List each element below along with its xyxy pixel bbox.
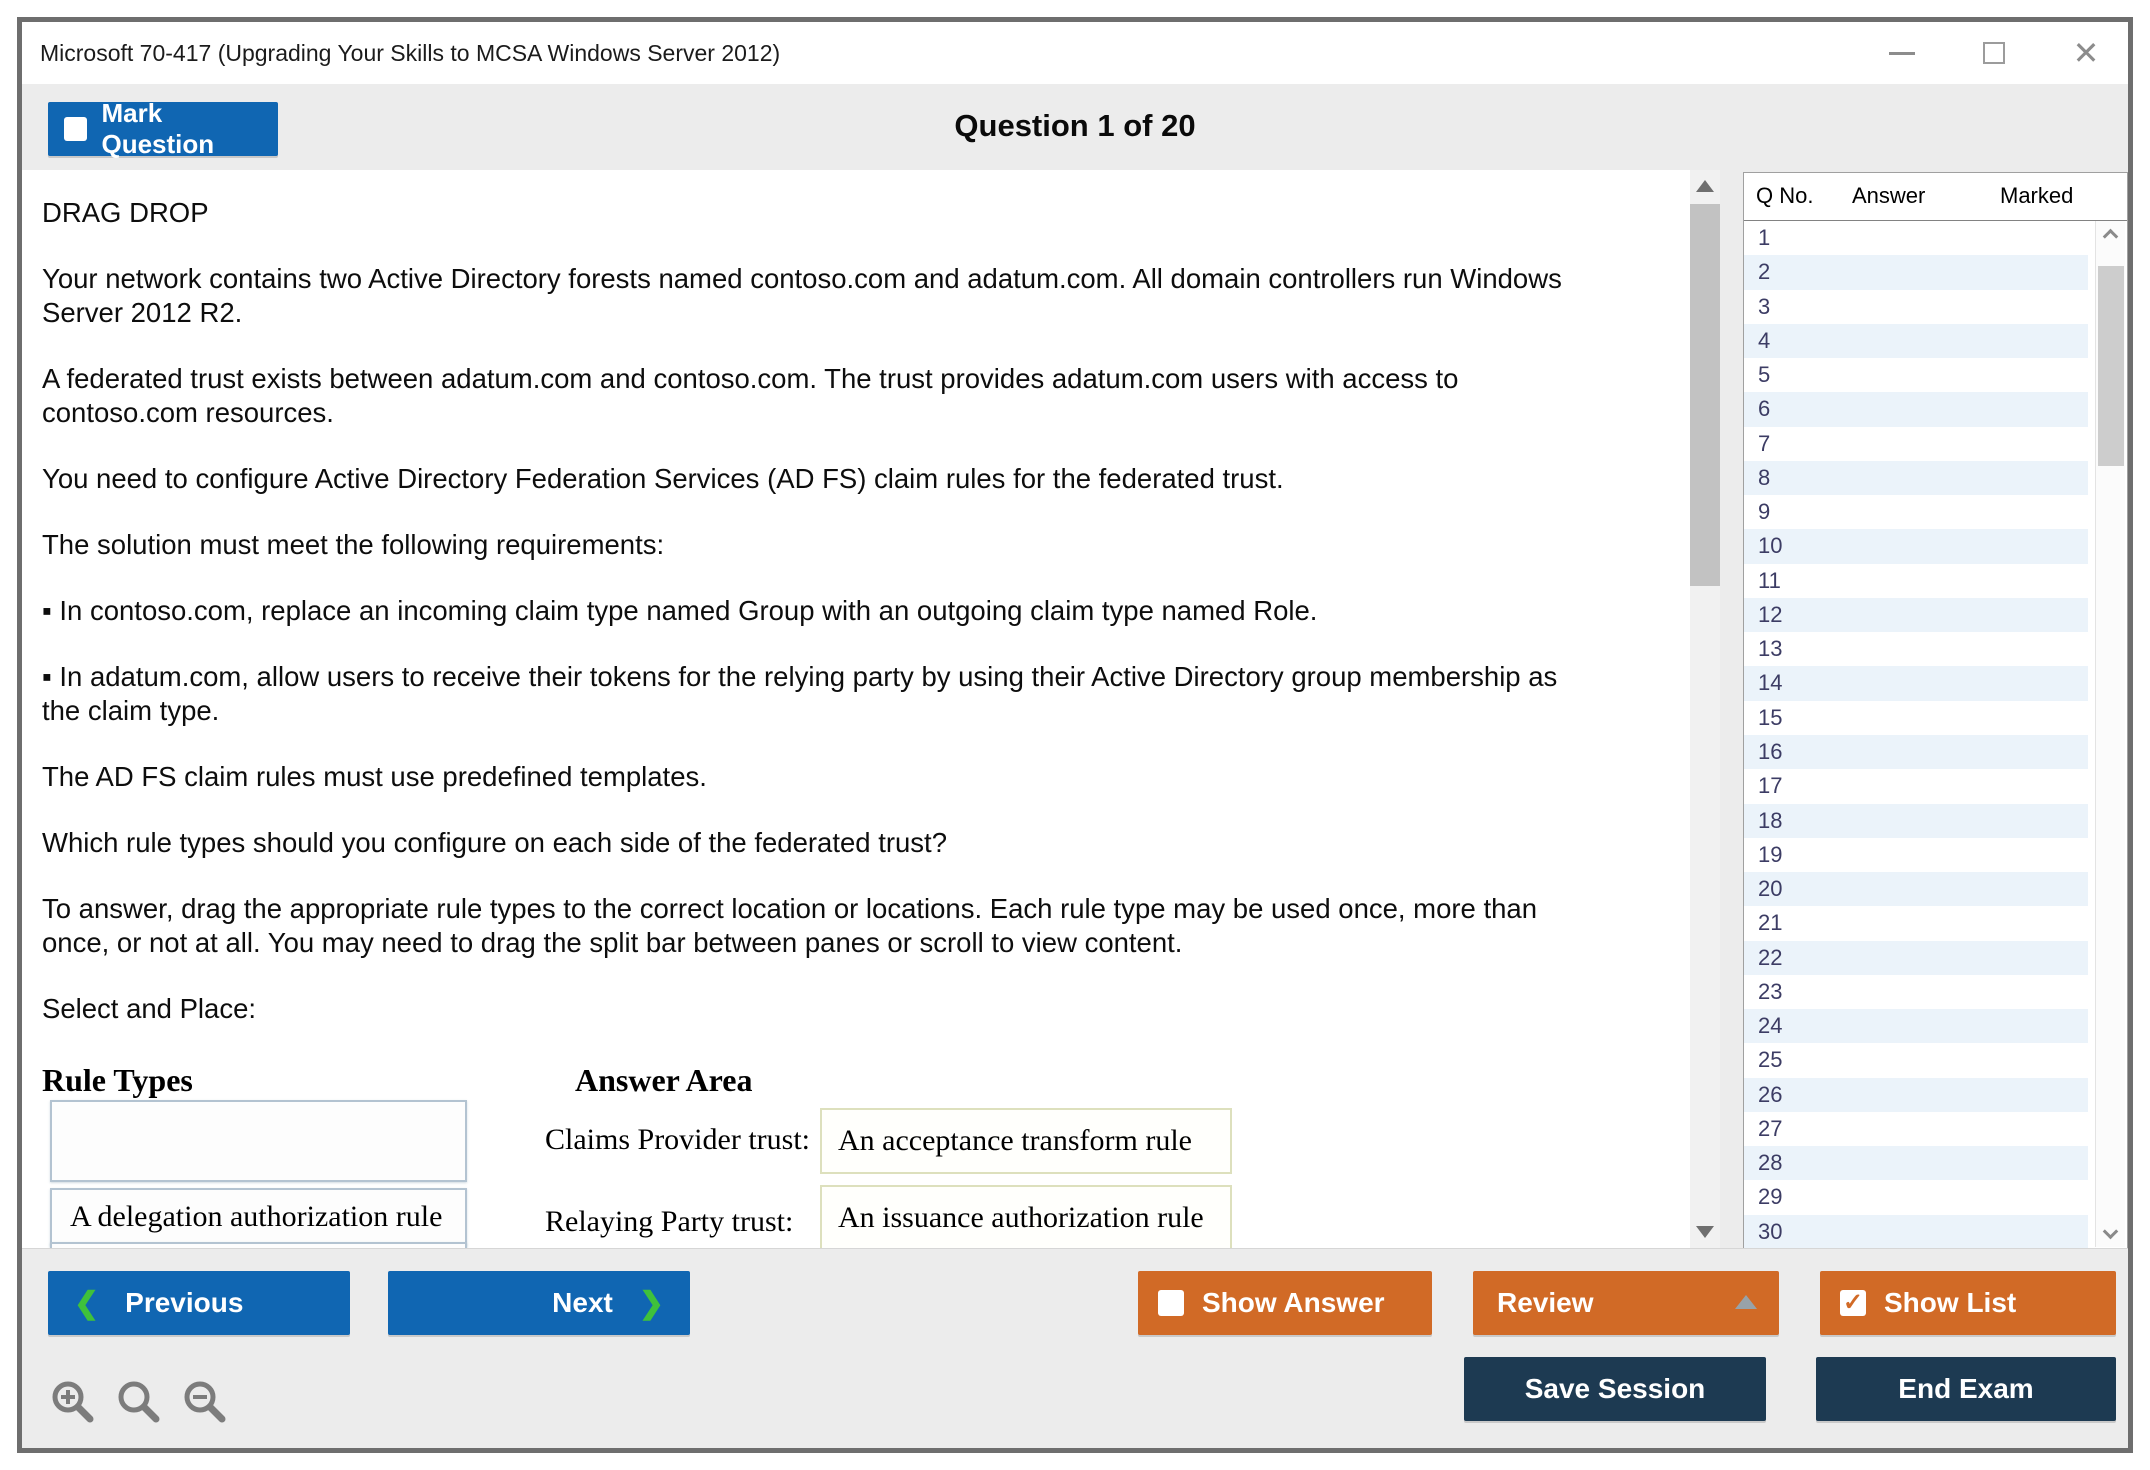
maximize-button[interactable] (1976, 35, 2012, 71)
close-icon: ✕ (2072, 35, 2100, 71)
list-scroll-up-icon[interactable] (2103, 229, 2119, 245)
question-list (1744, 221, 2088, 1249)
question-counter: Question 1 of 20 (954, 108, 1196, 143)
chevron-right-icon: ❯ (638, 1286, 664, 1320)
question-list-row[interactable]: 26 (1744, 1078, 2088, 1112)
question-list-row[interactable]: 2 (1744, 255, 2088, 289)
question-list-row[interactable]: 9 (1744, 495, 2088, 529)
exam-player-window (17, 17, 2133, 1453)
end-exam-label: End Exam (1898, 1373, 2034, 1404)
column-qno: Q No. (1756, 183, 1814, 208)
previous-button[interactable] (48, 1271, 350, 1335)
question-text-line: Your network contains two Active Directory forests named contoso.com and adatum.com. All domain controllers run Windows (42, 263, 1562, 294)
content-scrollbar-thumb[interactable] (1690, 204, 1720, 586)
maximize-icon (1983, 42, 2005, 64)
question-list-row[interactable]: 11 (1744, 564, 2088, 598)
zoom-reset-icon[interactable] (114, 1377, 164, 1427)
question-text (42, 196, 1682, 1058)
question-list-row[interactable]: 18 (1744, 804, 2088, 838)
next-label: Next (552, 1287, 613, 1318)
question-text-line: The solution must meet the following requirements: (42, 529, 665, 560)
footer-toolbar (22, 1248, 2128, 1448)
question-list-row[interactable]: 3 (1744, 290, 2088, 324)
minimize-icon (1889, 52, 1915, 55)
question-text-line: Select and Place: (42, 993, 257, 1024)
claims-provider-trust-answer-box[interactable]: An acceptance transform rule (820, 1108, 1232, 1174)
question-list-row[interactable]: 6 (1744, 392, 2088, 426)
column-marked: Marked (2000, 183, 2074, 208)
question-text-line: A federated trust exists between adatum.com and contoso.com. The trust provides adatum.com users with access to (42, 363, 1459, 394)
question-list-row[interactable]: 16 (1744, 735, 2088, 769)
save-session-label: Save Session (1524, 1373, 1706, 1404)
question-list-row[interactable]: 22 (1744, 941, 2088, 975)
question-list-row[interactable]: 17 (1744, 769, 2088, 803)
question-list-row[interactable]: 19 (1744, 838, 2088, 872)
save-session-button[interactable] (1464, 1357, 1766, 1421)
question-list-row[interactable]: 29 (1744, 1180, 2088, 1214)
show-answer-checkbox-icon (1158, 1290, 1184, 1316)
show-list-checkbox-icon (1840, 1290, 1866, 1316)
question-list-header (1744, 173, 2127, 221)
question-list-panel (1743, 172, 2128, 1248)
checkmark-icon: ✓ (1842, 1289, 1864, 1316)
list-scroll-down-icon[interactable] (2103, 1224, 2119, 1240)
question-text-line: once, or not at all. You may need to drag the split bar between panes or scroll to view content. (42, 927, 1183, 958)
triangle-up-icon (1735, 1295, 1757, 1309)
question-list-scrollbar-thumb[interactable] (2098, 266, 2124, 466)
question-text-line: To answer, drag the appropriate rule types to the correct location or locations. Each rule type may be used once, more than (42, 893, 1538, 924)
review-button[interactable] (1473, 1271, 1779, 1335)
relaying-party-trust-label: Relaying Party trust: (545, 1205, 794, 1238)
question-list-row[interactable]: 7 (1744, 427, 2088, 461)
relaying-party-trust-answer-box[interactable]: An issuance authorization rule (820, 1185, 1232, 1248)
question-list-row[interactable]: 10 (1744, 529, 2088, 563)
scroll-down-arrow-icon[interactable] (1696, 1226, 1714, 1238)
zoom-toolbar (48, 1377, 230, 1427)
question-list-row[interactable]: 30 (1744, 1215, 2088, 1249)
exhibit-answer-area-title: Answer Area (575, 1062, 753, 1098)
content-scrollbar[interactable] (1690, 170, 1720, 1248)
zoom-out-icon[interactable] (180, 1377, 230, 1427)
show-answer-button[interactable] (1138, 1271, 1432, 1335)
question-content-pane (22, 170, 1720, 1248)
close-button[interactable] (2068, 35, 2104, 71)
question-text-line: contoso.com resources. (42, 397, 334, 428)
title-bar (22, 22, 2128, 84)
show-list-label: Show List (1884, 1287, 2017, 1318)
mark-question-label: Mark Question (101, 98, 215, 159)
question-text-line: ▪ In adatum.com, allow users to receive their tokens for the relying party by using their Active Directory group membership as (42, 661, 1558, 692)
end-exam-button[interactable] (1816, 1357, 2116, 1421)
question-list-row[interactable]: 8 (1744, 461, 2088, 495)
question-list-row[interactable]: 5 (1744, 358, 2088, 392)
question-text-line: The AD FS claim rules must use predefined templates. (42, 761, 707, 792)
minimize-button[interactable] (1884, 35, 1920, 71)
question-text-line: Which rule types should you configure on each side of the federated trust? (42, 827, 947, 858)
scroll-up-arrow-icon[interactable] (1696, 180, 1714, 192)
zoom-in-icon[interactable] (48, 1377, 98, 1427)
exhibit-rule-types-title: Rule Types (42, 1062, 193, 1098)
question-text-line: the claim type. (42, 695, 220, 726)
review-label: Review (1497, 1287, 1594, 1318)
question-text-line: Server 2012 R2. (42, 297, 243, 328)
question-text-line: DRAG DROP (42, 197, 209, 228)
question-list-row[interactable]: 20 (1744, 872, 2088, 906)
show-list-button[interactable] (1820, 1271, 2116, 1335)
question-list-row[interactable]: 14 (1744, 666, 2088, 700)
question-list-scrollbar[interactable] (2095, 221, 2125, 1247)
question-list-row[interactable]: 12 (1744, 598, 2088, 632)
question-text-line: You need to configure Active Directory Federation Services (AD FS) claim rules for the federated trust. (42, 463, 1284, 494)
question-list-row[interactable]: 24 (1744, 1009, 2088, 1043)
question-list-row[interactable]: 15 (1744, 701, 2088, 735)
previous-label: Previous (125, 1287, 244, 1318)
question-list-row[interactable]: 27 (1744, 1112, 2088, 1146)
question-list-row[interactable]: 13 (1744, 632, 2088, 666)
next-button[interactable] (388, 1271, 690, 1335)
show-answer-label: Show Answer (1202, 1287, 1385, 1318)
question-list-row[interactable]: 28 (1744, 1146, 2088, 1180)
question-list-row[interactable]: 4 (1744, 324, 2088, 358)
window-title: Microsoft 70-417 (Upgrading Your Skills to MCSA Windows Server 2012) (40, 40, 781, 66)
rule-type-draggable[interactable]: A delegation authorization rule (50, 1188, 467, 1246)
question-list-row[interactable]: 21 (1744, 906, 2088, 940)
question-list-row[interactable]: 1 (1744, 221, 2088, 255)
question-list-row[interactable]: 25 (1744, 1043, 2088, 1077)
column-answer: Answer (1852, 183, 1926, 208)
question-text-line: ▪ In contoso.com, replace an incoming claim type named Group with an outgoing claim type named Role. (42, 595, 1318, 626)
question-header-band (22, 84, 2128, 170)
claims-provider-trust-label: Claims Provider trust: (545, 1123, 810, 1156)
rule-type-slot-empty[interactable] (50, 1100, 467, 1182)
question-list-row[interactable]: 23 (1744, 975, 2088, 1009)
chevron-left-icon: ❮ (74, 1286, 100, 1320)
